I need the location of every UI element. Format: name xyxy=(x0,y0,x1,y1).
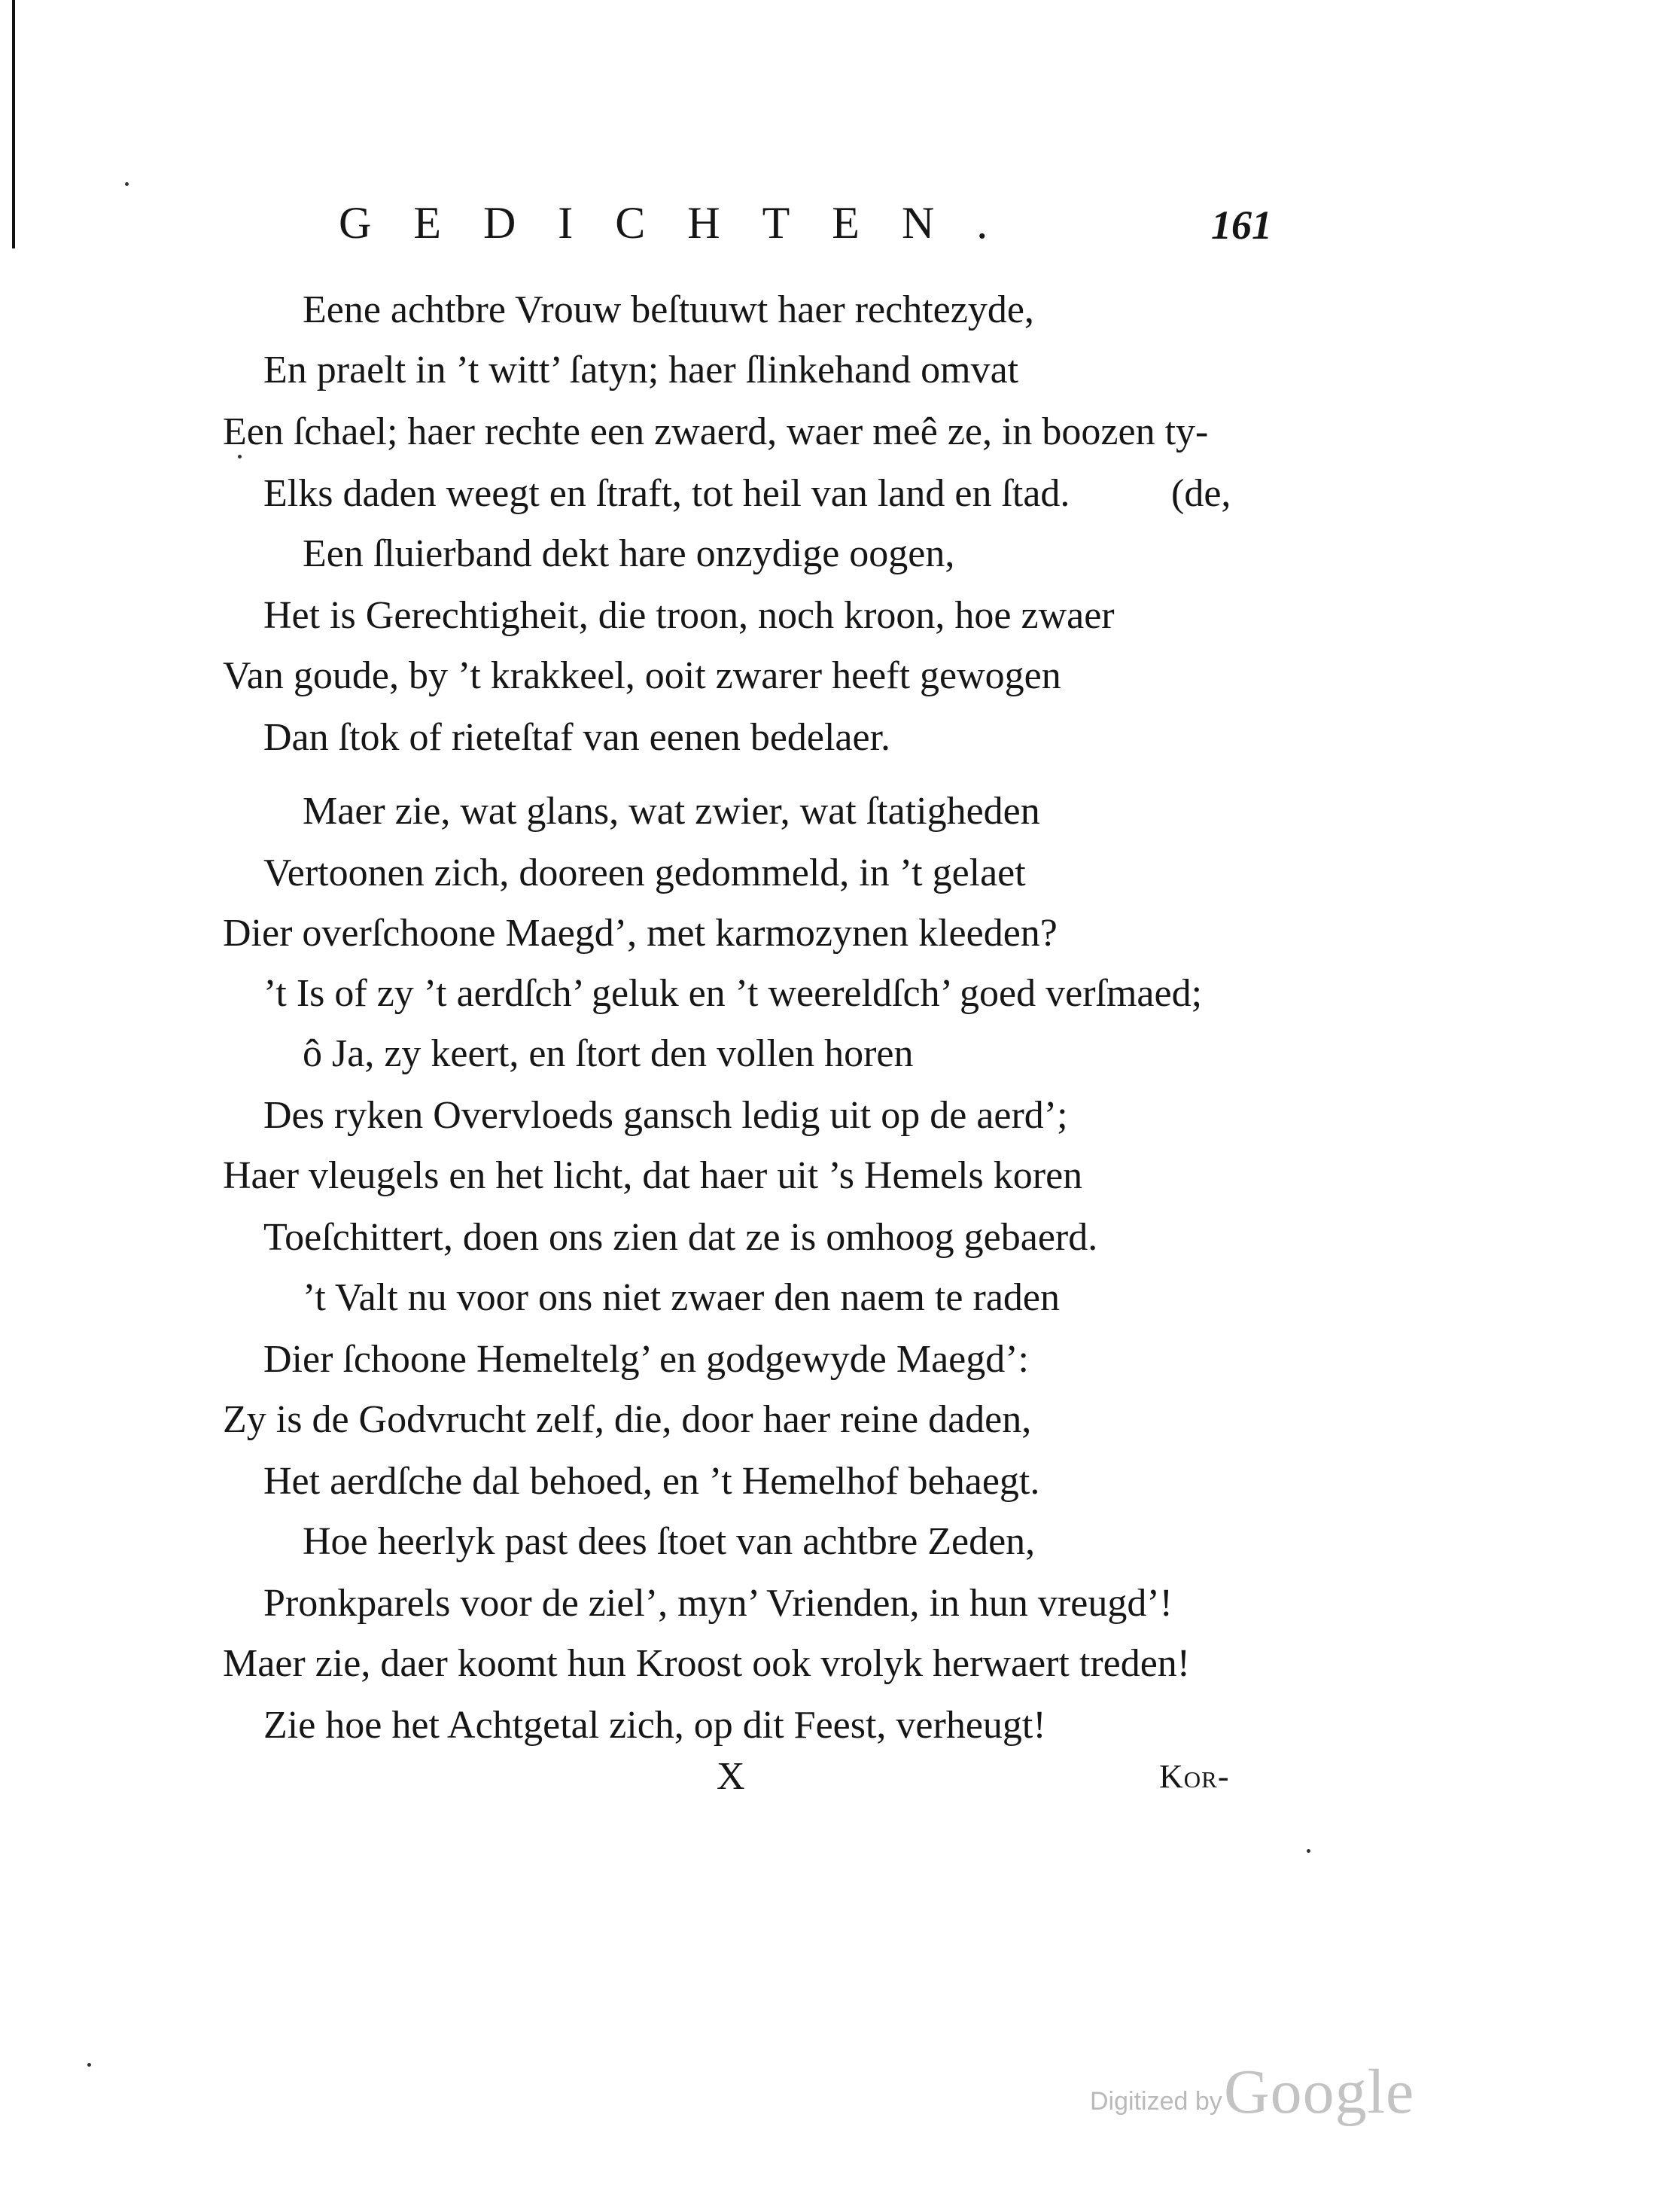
verse-line: Een ſchael; haer rechte een zwaerd, waer meê ze, in boozen ty- xyxy=(223,410,1209,453)
verse-line: Het aerdſche dal behoed, en ’t Hemelhof behaegt. xyxy=(263,1460,1040,1503)
binding-edge-line xyxy=(12,0,15,248)
verse-line: Pronkparels voor de ziel’, myn’ Vrienden, in hun vreugd’! xyxy=(263,1582,1173,1625)
ink-speck xyxy=(125,182,129,186)
verse-line: Zie hoe het Achtgetal zich, op dit Feest, verheugt! xyxy=(263,1704,1046,1747)
verse-line: ’t Is of zy ’t aerdſch’ geluk en ’t weereldſch’ goed verſmaed; xyxy=(263,972,1203,1015)
signature-mark: X xyxy=(717,1755,745,1798)
verse-line: Een ſluierband dekt hare onzydige oogen, xyxy=(303,532,955,575)
verse-line: Van goude, by ’t krakkeel, ooit zwarer heeft gewogen xyxy=(223,654,1061,697)
verse-line: Maer zie, daer koomt hun Kroost ook vrolyk herwaert treden! xyxy=(223,1642,1191,1685)
ink-speck xyxy=(1307,1849,1310,1853)
verse-line: Dier ſchoone Hemeltelg’ en godgewyde Maegd’: xyxy=(263,1338,1029,1381)
ink-speck xyxy=(87,2063,91,2067)
verse-line: Elks daden weegt en ſtraft, tot heil van land en ſtad. xyxy=(263,472,1070,515)
ink-speck xyxy=(238,455,242,459)
verse-line: Dan ſtok of rieteſtaf van eenen bedelaer. xyxy=(263,716,891,759)
verse-line: Toeſchittert, doen ons zien dat ze is omhoog gebaerd. xyxy=(263,1216,1098,1259)
verse-line: Vertoonen zich, dooreen gedommeld, in ’t gelaet xyxy=(263,852,1026,894)
page-number: 161 xyxy=(1211,203,1272,248)
verse-line: Des ryken Overvloeds gansch ledig uit op de aerd’; xyxy=(263,1094,1068,1137)
page-footer xyxy=(0,1754,1680,1807)
verse-line: Het is Gerechtigheit, die troon, noch kroon, hoe zwaer xyxy=(263,594,1115,637)
verse-line: Dier overſchoone Maegd’, met karmozynen kleeden? xyxy=(223,912,1058,955)
verse-line: ô Ja, zy keert, en ſtort den vollen horen xyxy=(303,1032,914,1075)
verse-line: En praelt in ’t witt’ ſatyn; haer ſlinkehand omvat xyxy=(263,349,1019,392)
verse-line: Maer zie, wat glans, wat zwier, wat ſtatigheden xyxy=(303,790,1040,833)
catchword: Kor- xyxy=(1159,1758,1230,1795)
page-header xyxy=(339,197,1272,257)
verse-line: ’t Valt nu voor ons niet zwaer den naem te raden xyxy=(303,1276,1060,1319)
google-logo: Google xyxy=(1224,2057,1415,2127)
verse-line: Zy is de Godvrucht zelf, die, door haer reine daden, xyxy=(223,1398,1032,1441)
watermark-prefix: Digitized by xyxy=(1090,2087,1222,2116)
carry-over-syllable: (de, xyxy=(1171,472,1231,515)
verse-line: Haer vleugels en het licht, dat haer uit ’s Hemels koren xyxy=(223,1154,1083,1197)
running-title: GEDICHTEN. xyxy=(339,198,1030,248)
verse-line: Eene achtbre Vrouw beſtuuwt haer rechtezyde, xyxy=(303,288,1034,331)
digitization-watermark xyxy=(1090,2055,1496,2127)
verse-line: Hoe heerlyk past dees ſtoet van achtbre Zeden, xyxy=(303,1520,1036,1563)
